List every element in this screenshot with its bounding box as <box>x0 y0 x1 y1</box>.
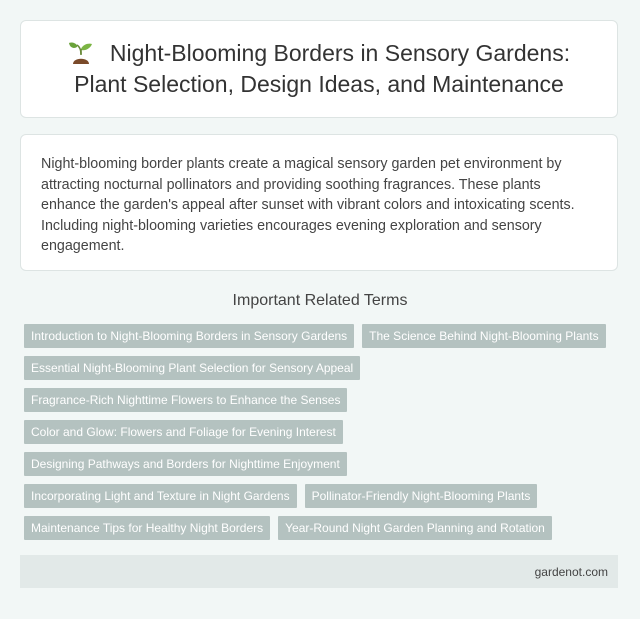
term-tag[interactable]: Year-Round Night Garden Planning and Rotation <box>278 516 552 540</box>
term-tag[interactable]: The Science Behind Night-Blooming Plants <box>362 324 605 348</box>
term-tag[interactable]: Essential Night-Blooming Plant Selection for Sensory Appeal <box>24 356 360 380</box>
term-tag[interactable]: Designing Pathways and Borders for Nighttime Enjoyment <box>24 452 347 476</box>
related-terms-list <box>24 324 624 540</box>
seedling-icon <box>68 40 94 64</box>
term-tag[interactable]: Fragrance-Rich Nighttime Flowers to Enhance the Senses <box>24 388 347 412</box>
term-tag[interactable]: Introduction to Night-Blooming Borders in Sensory Gardens <box>24 324 354 348</box>
page-title-text: Night-Blooming Borders in Sensory Gardens: Plant Selection, Design Ideas, and Maintenance <box>74 40 571 97</box>
intro-card <box>20 134 618 271</box>
title-card <box>20 20 618 118</box>
footer-site-link[interactable]: gardenot.com <box>534 564 608 579</box>
term-tag[interactable]: Maintenance Tips for Healthy Night Borders <box>24 516 270 540</box>
term-tag[interactable]: Color and Glow: Flowers and Foliage for Evening Interest <box>24 420 343 444</box>
intro-text: Night-blooming border plants create a magical sensory garden pet environment by attracting nocturnal pollinators and providing soothing fragrances. These plants enhance the garden's appeal after sunset with vibrant colors and intoxicating scents. Including night-blooming varieties encourages evening exploration and sensory engagement. <box>41 156 575 255</box>
footer-bar <box>20 555 618 588</box>
term-tag[interactable]: Pollinator-Friendly Night-Blooming Plants <box>305 484 538 508</box>
related-terms-heading: Important Related Terms <box>232 292 408 309</box>
term-tag[interactable]: Incorporating Light and Texture in Night Gardens <box>24 484 297 508</box>
page-title <box>21 38 617 100</box>
